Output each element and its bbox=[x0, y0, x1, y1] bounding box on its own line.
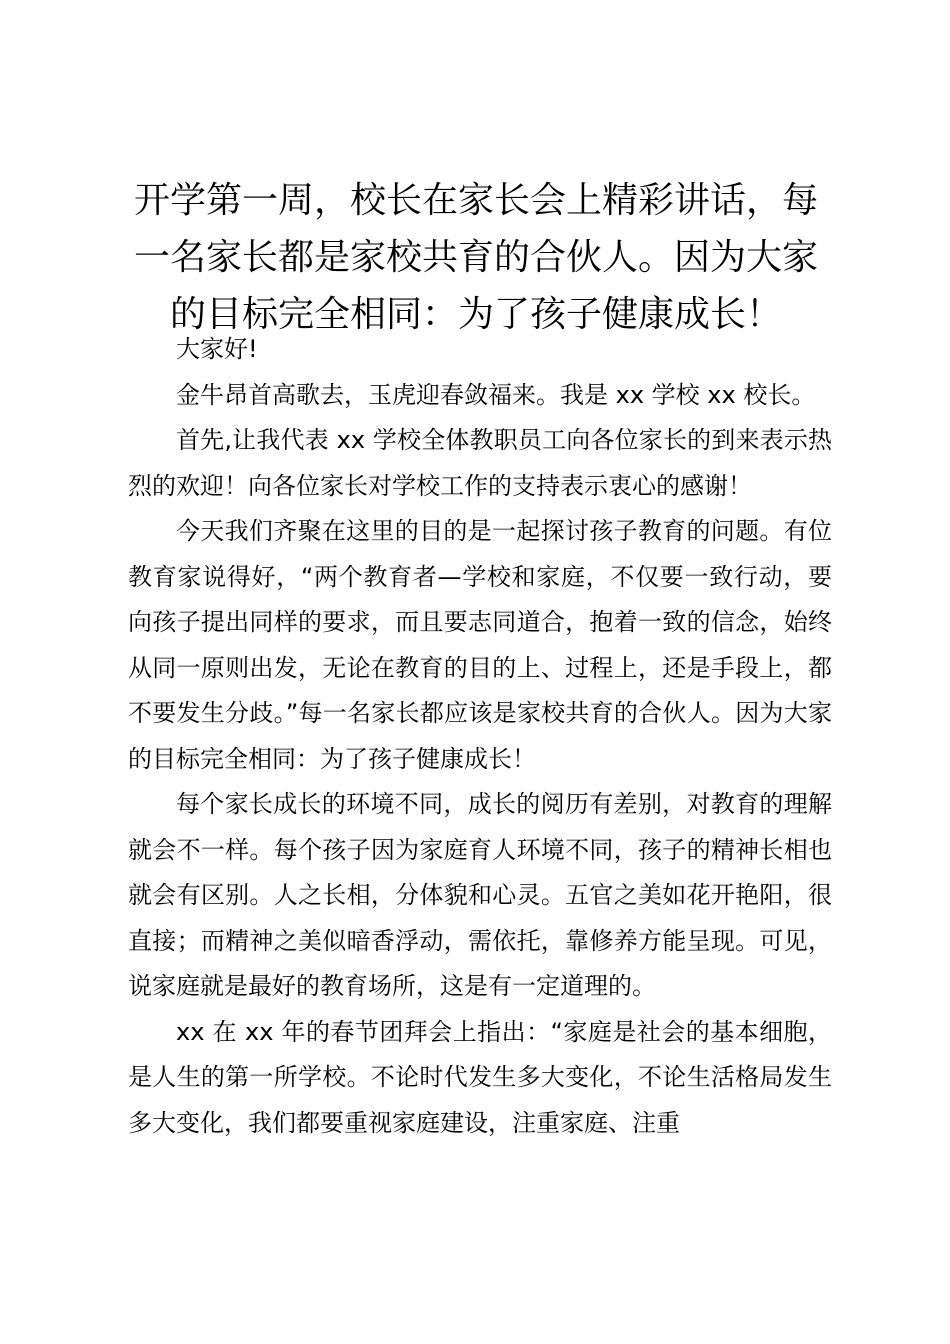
paragraph-greeting: 大家好! bbox=[176, 335, 258, 363]
document-title: 开学第一周，校长在家长会上精彩讲话，每一名家长都是家校共育的合伙人。因为大家的目标完全相同：为了孩子健康成长！ bbox=[133, 180, 818, 335]
paragraph-welcome: 首先,让我代表 xx 学校全体教职员工向各位家长的到来表示热烈的欢迎！向各位家长对学校工作的支持表示衷心的感谢！ bbox=[128, 426, 832, 500]
paragraph-introduction: 金牛昂首高歌去，玉虎迎春敛福来。我是 xx 学校 xx 校长。 bbox=[176, 380, 816, 409]
paragraph-quote: xx 在 xx 年的春节团拜会上指出：“家庭是社会的基本细胞，是人生的第一所学校。不论时代发生多大变化，不论生活格局发生多大变化，我们都要重视家庭建设，注重家庭、注重 bbox=[128, 1017, 832, 1137]
paragraph-purpose: 今天我们齐聚在这里的目的是一起探讨孩子教育的问题。有位教育家说得好，“两个教育者—学校和家庭，不仅要一致行动，要向孩子提出同样的要求，而且要志同道合，抱着一致的信念，始终从同一原则出发，无论在教育的目的上、过程上，还是手段上，都不要发生分歧。”每一名家长都应该是家校共育的合伙人。因为大家的目标完全相同：为了孩子健康成长！ bbox=[128, 517, 832, 773]
document-body bbox=[128, 327, 832, 1146]
paragraph-family-environment: 每个家长成长的环境不同，成长的阅历有差别，对教育的理解就会不一样。每个孩子因为家庭育人环境不同，孩子的精神长相也就会有区别。人之长相，分体貌和心灵。五官之美如花开艳阳，很直接；而精神之美似暗香浮动，需依托，靠修养方能呈现。可见，说家庭就是最好的教育场所，这是有一定道理的。 bbox=[128, 790, 832, 1000]
